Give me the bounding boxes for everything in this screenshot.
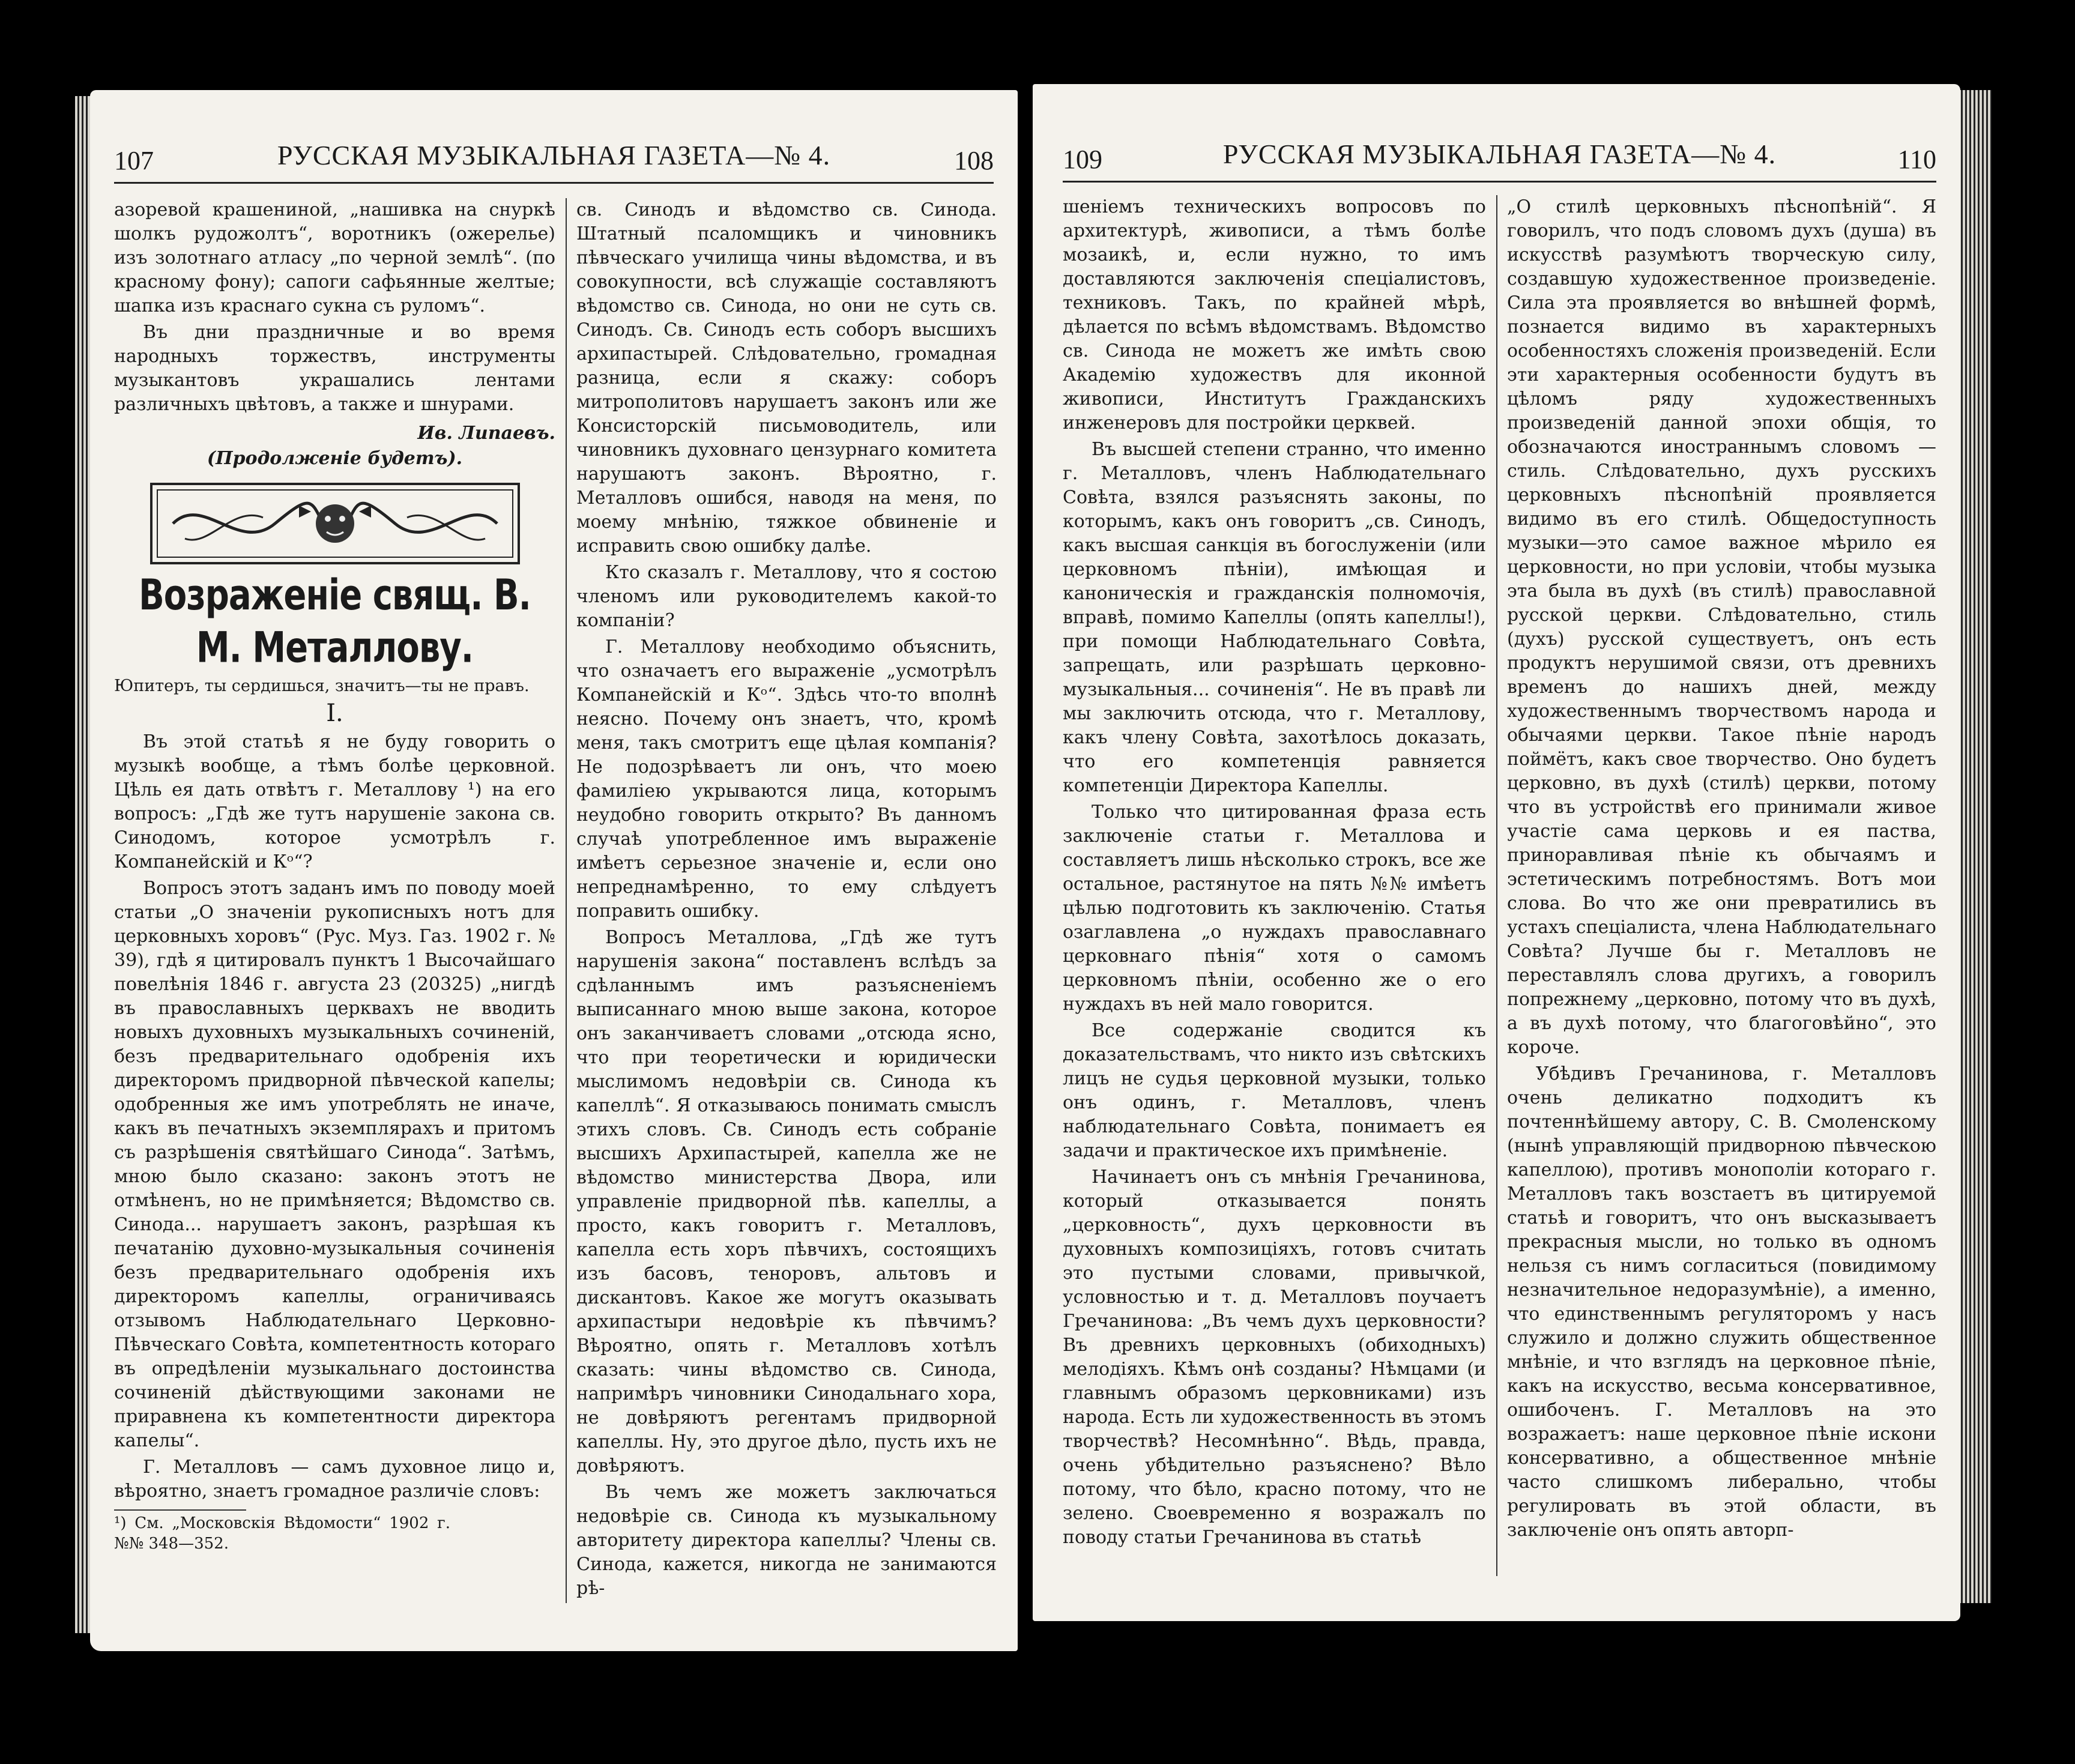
paragraph: Все содержаніе сводится къ доказательствамъ, что никто изъ свѣтскихъ лицъ не судья церковной музыки, только онъ одинъ, г. Металловъ, членъ наблюдательнаго Совѣта, понимаетъ ея задачи и практическое ихъ примѣненіе.	[1063, 1020, 1486, 1161]
page-number: 107	[114, 146, 154, 175]
author-signature: Ив. Липаевъ.	[417, 423, 555, 444]
paragraph: Кто сказалъ г. Металлову, что я состою членомъ или руководителемъ какой-то компаніи?	[576, 562, 997, 631]
paragraph: азоревой крашениной, „нашивка на снуркѣ шолкъ рудожолтъ“, воротникъ (ожерелье) изъ золотнаго атласу „по черной землѣ“. (по красному фону); сапоги сафьянные желтые; шапка изъ краснаго сукна съ руломъ“.	[114, 199, 555, 316]
paragraph: Убѣдивъ Гречанинова, г. Металловъ очень деликатно подходитъ къ почтеннѣйшему автору, С. В. Смоленскому (нынѣ управляющій придворною пѣвческою капеллою), противъ монополіи котораго г. Металловъ такъ возстаетъ въ цитируемой статьѣ и говоритъ, что онъ высказываетъ прекрасныя мысли, но только въ одномъ нельзя съ нимъ согласиться (повидимому незначительное недоразумѣніе), а именно, что единственнымъ регуляторомъ у насъ служило и должно служить общественное мнѣніе, и что взглядъ на церковное пѣніе, какъ на искусство, весьма консервативное, ошибоченъ. Г. Металловъ на это возражаетъ: наше церковное пѣніе искони консервативно, а общественное мнѣніе часто слишкомъ либерально, чтобы регулировать въ этой области, въ заключеніе онъ опять авторп-	[1507, 1063, 1936, 1541]
footnote-text: ¹) См. „Московскія Вѣдомости“ 1902 г. №№ 348—352.	[114, 1514, 450, 1553]
paragraph: шеніемъ техническихъ вопросовъ по архитектурѣ, живописи, а тѣмъ болѣе мозаикѣ, и, если нужно, то имъ доставляются заключенія спеціалистовъ, техниковъ. Такъ, по крайней мѣрѣ, дѣлается по всѣмъ вѣдомствамъ. Вѣдомство св. Синода не можетъ же имѣть свою Академію художествъ для иконной живописи, Институтъ Гражданскихъ инженеровъ для постройки церквей.	[1063, 196, 1486, 433]
paragraph: Въ этой статьѣ я не буду говорить о музыкѣ вообще, а тѣмъ болѣе церковной. Цѣль ея дать отвѣтъ г. Металлову ¹) на его вопросъ: „Гдѣ же тутъ нарушеніе закона св. Синодомъ, которое усмотрѣлъ г. Компанейскій и Кᵒ“?	[114, 731, 555, 872]
newspaper-title: РУССКАЯ МУЗЫКАЛЬНАЯ ГАЗЕТА—№ 4.	[277, 140, 831, 171]
header-rule	[1063, 181, 1936, 183]
paragraph: Вопросъ Металлова, „Гдѣ же тутъ нарушенія закона“ поставленъ вслѣдъ за сдѣланнымъ имъ разъясненіемъ выписаннаго мною выше закона, которое онъ заканчиваетъ словами „отсюда ясно, что при теоретически и юридически мыслимомъ недовѣріи св. Синода къ капеллѣ“. Я отказываюсь понимать смыслъ этихъ словъ. Св. Синодъ есть собраніе высшихъ Архипастырей, капелла же не вѣдомство министерства Двора, или управленіе придворной пѣв. капеллы, а просто, какъ говоритъ г. Металловъ, капелла есть хоръ пѣвчихъ, состоящихъ изъ басовъ, теноровъ, альтовъ и дискантовъ. Какое же могутъ оказывать архипастыри недовѣріе къ пѣвчимъ? Вѣроятно, опять г. Металловъ хотѣлъ сказать: чины вѣдомство св. Синода, напримѣръ чиновники Синодальнаго хора, не довѣряютъ регентамъ придворной капеллы. Ну, это другое дѣло, пусть ихъ не довѣряютъ.	[576, 927, 997, 1476]
newspaper-title: РУССКАЯ МУЗЫКАЛЬНАЯ ГАЗЕТА—№ 4.	[1222, 139, 1777, 169]
left-page	[90, 90, 1018, 1651]
page-number: 108	[954, 146, 994, 175]
page-header	[114, 140, 994, 187]
page-number: 110	[1897, 145, 1936, 174]
paragraph: Г. Металловъ — самъ духовное лицо и, вѣроятно, знаетъ громадное различіе словъ:	[114, 1457, 555, 1502]
column-divider	[1496, 195, 1497, 1576]
paragraph: „О стилѣ церковныхъ пѣснопѣній“. Я говорилъ, что подъ словомъ духъ (душа) въ искусствѣ разумѣютъ творческую силу, создавшую художественное произведеніе. Сила эта проявляется во внѣшней формѣ, познается видимо въ характерныхъ особенностяхъ сложенія произведеній. Если эти характерныя особенности будутъ въ цѣломъ ряду художественныхъ произведеній данной эпохи общія, то обозначаются иностраннымъ словомъ — стиль. Слѣдовательно, духъ русскихъ церковныхъ пѣснопѣній проявляется видимо въ его стилѣ. Общедоступность музыки—это самое важное мѣрило ея церковности, но при условіи, чтобы музыка эта была въ духѣ (въ стилѣ) православной русской церкви. Слѣдовательно, стиль (духъ) русской существуетъ, онъ есть продуктъ нерушимой связи, отъ древнихъ временъ до нашихъ дней, между художественнымъ творчествомъ народа и обычаями церкви. Такое пѣніе народъ поймётъ, какъ свое творчество. Оно будетъ церковно, въ духѣ (стилѣ) церкви, потому что въ устройствѣ его принимали живое участіе сама церковь и ея паства, приноравливая пѣніе къ обычаямъ и эстетическимъ потребностямъ. Вотъ мои слова. Во что же они превратились въ устахъ спеціалиста, члена Наблюдательнаго Совѣта? Лучше бы г. Металловъ не переставлялъ слова другихъ, а говорилъ попрежнему „церковно, потому что въ духѣ, а въ духѣ потому, что благоговѣйно“, это короче.	[1507, 196, 1936, 1058]
paragraph: Въ чемъ же можетъ заключаться недовѣріе св. Синода къ музыкальному авторитету директора капеллы? Члены св. Синода, кажется, никогда не занимаются рѣ-	[576, 1482, 997, 1599]
paragraph: Въ высшей степени странно, что именно г. Металловъ, членъ Наблюдательнаго Совѣта, взялся разъяснять законы, по которымъ, какъ онъ говоритъ „св. Синодъ, какъ высшая санкція въ богослуженіи (или церковномъ пѣніи), имѣющая и каноническія и гражданскія полномочія, вправѣ, помимо Капеллы (опять капеллы!), при помощи Наблюдательнаго Совѣта, запрещать, или разрѣшать церковно-музыкальныя... сочиненія“. Не въ правѣ ли мы заключить отсюда, что г. Металлову, какъ члену Совѣта, захотѣлось доказать, что его компетенція равняется компетенціи Директора Капеллы.	[1063, 439, 1486, 796]
paragraph: Только что цитированная фраза есть заключеніе статьи г. Металлова и составляетъ лишь нѣсколько строкъ, все же остальное, растянутое на пять №№ имѣетъ цѣлью подготовить къ заключенію. Статья озаглавлена „о нуждахъ православнаго церковнаго пѣнія“ хотя о самомъ церковномъ пѣніи, особенно же о его нуждахъ въ ней мало говорится.	[1063, 802, 1486, 1015]
paragraph: Въ дни праздничные и во время народныхъ торжествъ, инструменты музыкантовъ украшались лентами различныхъ цвѣтовъ, а также и шнурами.	[114, 322, 555, 415]
ornament-icon	[149, 482, 521, 566]
paragraph: Вопросъ этотъ заданъ имъ по поводу моей статьи „О значеніи рукописныхъ нотъ для церковныхъ хоровъ“ (Рус. Муз. Газ. 1902 г. № 39), гдѣ я цитировалъ пунктъ 1 Высочайшаго повелѣнія 1846 г. августа 23 (20325) „нигдѣ въ православныхъ церквахъ не вводить новыхъ духовныхъ музыкальныхъ сочиненій, безъ предварительнаго одобренія ихъ директоромъ придворной пѣвческой капелы; одобренныя же имъ употреблять не иначе, какъ въ печатныхъ экземплярахъ и притомъ съ разрѣшенія святѣйшаго Синода“. Затѣмъ, мною было сказано: законъ этотъ не отмѣненъ, но не примѣняется; Вѣдомство св. Синода... нарушаетъ законъ, разрѣшая къ печатанію духовно-музыкальныя сочиненія безъ предварительнаго одобренія ихъ директоромъ капеллы, ограничиваясь отзывомъ Наблюдательнаго Церковно-Пѣвческаго Совѣта, компетентность котораго въ опредѣленіи музыкальнаго достоинства сочиненій дѣйствующими законами не приравнена къ компетентности директора капелы“.	[114, 878, 555, 1451]
column-divider	[566, 198, 567, 1603]
column-2	[1507, 195, 1936, 1545]
right-page	[1033, 84, 1960, 1621]
article-title: Возраженіе свящ. В. М. Металлову.	[139, 571, 531, 672]
column-1	[1063, 195, 1486, 1552]
page-number: 109	[1063, 145, 1102, 174]
paragraph: Г. Металлову необходимо объяснить, что означаетъ его выраженіе „усмотрѣлъ Компанейскій и Кᵒ“. Здѣсь что-то вполнѣ неясно. Почему онъ знаетъ, что, кромѣ меня, такъ смотритъ еще цѣлая компанія? Не подозрѣваетъ ли онъ, что моею фамиліею укрываются лица, которымъ неудобно говорить открыто? Въ данномъ случаѣ употребленное имъ выраженіе имѣетъ серьезное значеніе и, если оно непреднамѣренно, то ему слѣдуетъ поправить ошибку.	[576, 636, 997, 922]
page-header	[1063, 139, 1936, 186]
column-1	[114, 198, 555, 1554]
column-2	[576, 198, 997, 1603]
epigraph: Юпитеръ, ты сердишься, значитъ—ты не правъ.	[114, 677, 530, 695]
paragraph: св. Синодъ и вѣдомство св. Синода. Штатный псаломщикъ и чиновникъ пѣвческаго училища чины вѣдомства, и въ совокупности, всѣ служащіе составляютъ вѣдомство св. Синода, но они не суть св. Синодъ. Св. Синодъ есть соборъ высшихъ архипастырей. Слѣдовательно, громадная разница, если я скажу: соборъ митрополитовъ нарушаетъ законъ или же Консисторскій письмоводитель, или чиновникъ духовнаго цензурнаго комитета нарушаютъ законъ. Вѣроятно, г. Металловъ ошибся, наводя на меня, по моему мнѣнію, тяжкое обвиненіе и исправить свою ошибку далѣе.	[576, 199, 997, 557]
footnote	[114, 1509, 450, 1554]
section-number: I.	[326, 699, 343, 727]
paragraph: Начинаетъ онъ съ мнѣнія Гречанинова, который отказывается понять „церковность“, духъ церковности въ духовныхъ композиціяхъ, готовъ считать это пустыми словами, привычкой, условностью и т. д. Металловъ поучаетъ Гречанинова: „Въ чемъ духъ церковности? Въ древнихъ церковныхъ (обиходныхъ) мелодіяхъ. Кѣмъ онѣ созданы? Нѣмцами (и главнымъ образомъ церковниками) изъ народа. Есть ли художественность въ этомъ творчествѣ? Несомнѣнно“. Вѣдь, правда, очень убѣдительно разъяснено? Вѣло потому, что бѣло, красно потому, что не зелено. Своевременно я возражалъ по поводу статьи Гречанинова въ статьѣ	[1063, 1167, 1486, 1548]
page-edge-stack	[1959, 90, 1992, 1603]
continued-note: (Продолженіе будетъ).	[207, 448, 463, 469]
header-rule	[114, 182, 994, 184]
